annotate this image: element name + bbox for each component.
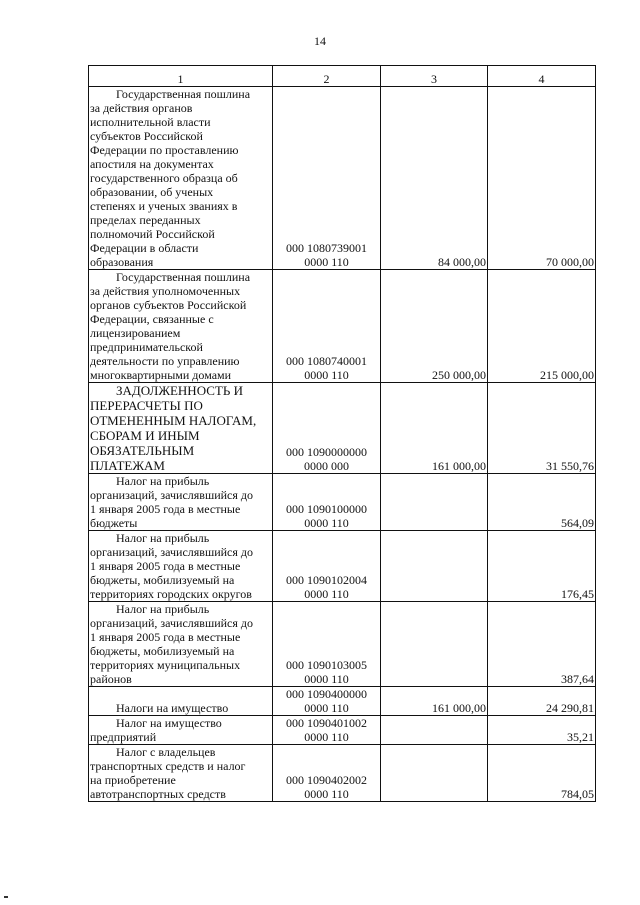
- row-code: 000 1090100000 0000 110: [273, 474, 381, 531]
- row-code: 000 1090103005 0000 110: [273, 602, 381, 687]
- row-col4-value: 176,45: [488, 531, 596, 602]
- row-name: Налог на прибыль организаций, зачислявшийся до 1 января 2005 года в местные бюджеты: [89, 474, 273, 531]
- row-code: 000 1080739001 0000 110: [273, 87, 381, 270]
- row-col4-value: 31 550,76: [488, 383, 596, 474]
- row-col3-value: [381, 474, 488, 531]
- table-row: [89, 602, 596, 687]
- row-name: Налог на прибыль организаций, зачислявшийся до 1 января 2005 года в местные бюджеты, мобилизуемый на территориях городских округов: [89, 531, 273, 602]
- row-col3-value: 84 000,00: [381, 87, 488, 270]
- row-code: 000 1090401002 0000 110: [273, 716, 381, 745]
- row-name: Налог на прибыль организаций, зачислявшийся до 1 января 2005 года в местные бюджеты, мобилизуемый на территориях муниципальных районов: [89, 602, 273, 687]
- column-header-4: 4: [488, 66, 596, 87]
- table-row: [89, 531, 596, 602]
- row-name: Налог с владельцев транспортных средств и налог на приобретение автотранспортных средств: [89, 745, 273, 802]
- scan-mark: [4, 896, 8, 898]
- row-col4-value: 784,05: [488, 745, 596, 802]
- row-col4-value: 215 000,00: [488, 270, 596, 383]
- row-code: 000 1090102004 0000 110: [273, 531, 381, 602]
- table-row: [89, 87, 596, 270]
- page-number: 14: [314, 34, 326, 48]
- table-row: [89, 383, 596, 474]
- row-name: ЗАДОЛЖЕННОСТЬ И ПЕРЕРАСЧЕТЫ ПО ОТМЕНЕННЫМ НАЛОГАМ, СБОРАМ И ИНЫМ ОБЯЗАТЕЛЬНЫМ ПЛАТЕЖАМ: [89, 383, 273, 474]
- table-row: [89, 716, 596, 745]
- row-name: Налоги на имущество: [89, 687, 273, 716]
- row-col3-value: [381, 531, 488, 602]
- row-code: 000 1090400000 0000 110: [273, 687, 381, 716]
- row-name: Государственная пошлина за действия уполномоченных органов субъектов Российской Федерации, связанные с лицензированием предпринимательской деятельности по управлению многоквартирными домами: [89, 270, 273, 383]
- row-code: 000 1090000000 0000 000: [273, 383, 381, 474]
- column-header-3: 3: [381, 66, 488, 87]
- row-col3-value: [381, 716, 488, 745]
- row-col3-value: 161 000,00: [381, 687, 488, 716]
- table-row: [89, 270, 596, 383]
- row-col3-value: [381, 602, 488, 687]
- table-row: [89, 687, 596, 716]
- table-row: [89, 474, 596, 531]
- row-code: 000 1090402002 0000 110: [273, 745, 381, 802]
- table-header-row: [89, 66, 596, 87]
- column-header-2: 2: [273, 66, 381, 87]
- row-col4-value: 564,09: [488, 474, 596, 531]
- row-col3-value: 161 000,00: [381, 383, 488, 474]
- budget-table: [88, 65, 596, 802]
- row-col3-value: [381, 745, 488, 802]
- row-col4-value: 70 000,00: [488, 87, 596, 270]
- row-col4-value: 387,64: [488, 602, 596, 687]
- row-name: Государственная пошлина за действия органов исполнительной власти субъектов Российской Федерации по проставлению апостиля на документах государственного образца об образовании, об ученых степенях и ученых званиях в пределах переданных полномочий Российской Федерации в области образования: [89, 87, 273, 270]
- row-col4-value: 35,21: [488, 716, 596, 745]
- row-col4-value: 24 290,81: [488, 687, 596, 716]
- row-col3-value: 250 000,00: [381, 270, 488, 383]
- row-code: 000 1080740001 0000 110: [273, 270, 381, 383]
- column-header-1: 1: [89, 66, 273, 87]
- table-row: [89, 745, 596, 802]
- row-name: Налог на имущество предприятий: [89, 716, 273, 745]
